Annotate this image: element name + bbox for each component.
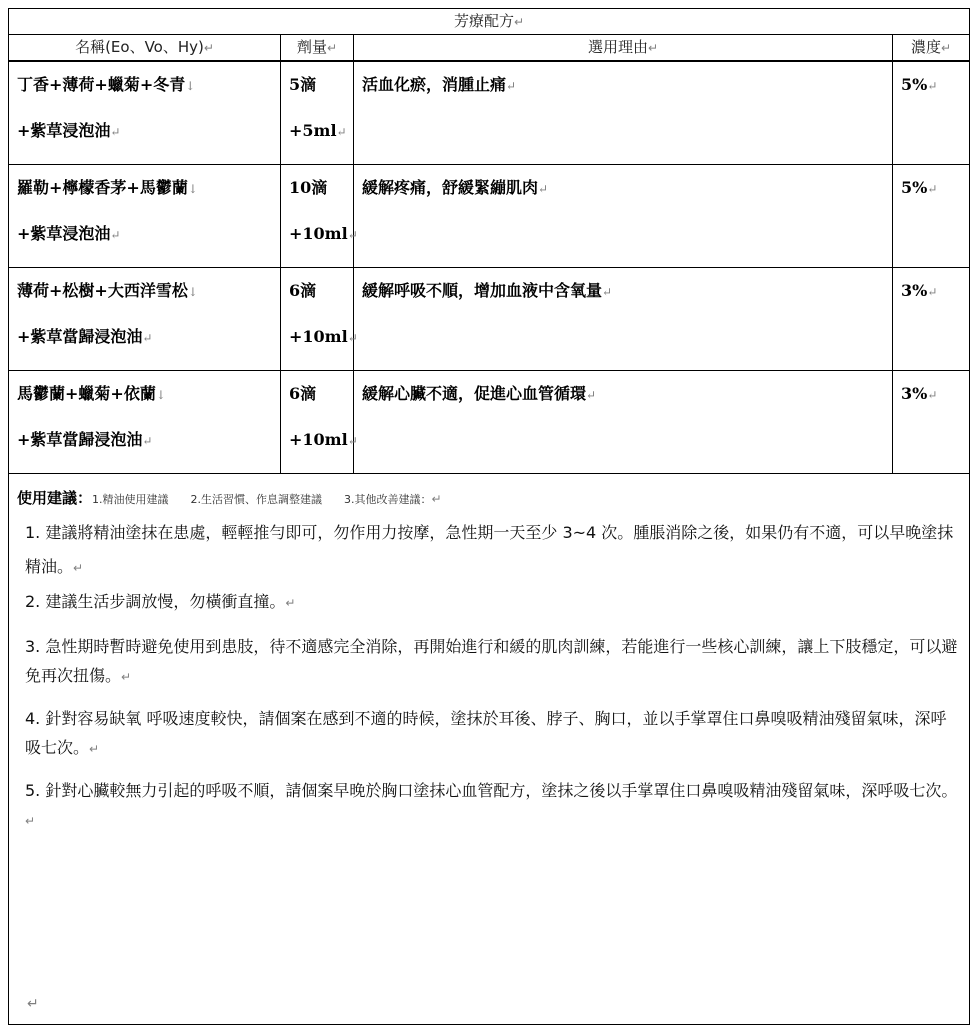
advice-label: 使用建議： <box>17 489 93 507</box>
line-break-icon: ↓ <box>185 79 196 93</box>
advice-paragraph <box>9 632 969 692</box>
advice-paragraph-text: 2. 建議生活步調放慢，勿橫衝直撞。 <box>25 592 286 611</box>
header-reason-text: 選用理由 <box>587 38 648 56</box>
table-row <box>9 371 970 474</box>
return-mark-icon: ↵ <box>506 79 517 93</box>
advice-paragraph <box>9 704 969 764</box>
line-break-icon: ↓ <box>187 285 198 299</box>
reason-text: 緩解心臟不適，促進心血管循環 <box>362 384 587 403</box>
dose-cell <box>281 371 358 474</box>
return-mark-icon: ↵ <box>142 434 153 448</box>
dose-cell <box>281 268 358 371</box>
return-mark-icon: ↵ <box>586 388 597 402</box>
concentration-text: 3% <box>901 281 928 300</box>
advice-paragraph-text: 4. 針對容易缺氧 呼吸速度較快，請個案在感到不適的時候，塗抹於耳後、脖子、胸口，並以手掌罩住口鼻嗅吸精油殘留氣味，深呼吸七次。 <box>25 709 947 757</box>
recipe-name-line1: 丁香+薄荷+蠟菊+冬青 <box>17 75 186 94</box>
recipe-name-line2: +紫草當歸浸泡油 <box>17 327 143 346</box>
dose-line2: +5ml <box>289 121 337 140</box>
concentration-cell <box>893 268 970 371</box>
advice-paragraph <box>9 516 969 585</box>
reason-cell <box>354 371 893 474</box>
table-title <box>9 9 970 35</box>
return-mark-icon: ↵ <box>602 285 613 299</box>
aromatherapy-table <box>8 8 970 1025</box>
return-mark-icon: ↵ <box>347 331 358 345</box>
return-mark-icon: ↵ <box>927 388 938 402</box>
return-mark-icon: ↵ <box>927 79 938 93</box>
advice-header <box>9 474 969 510</box>
line-break-icon: ↓ <box>155 388 166 402</box>
dose-line2: +10ml <box>289 327 348 346</box>
return-mark-icon: ↵ <box>927 182 938 196</box>
return-mark-icon: ↵ <box>940 41 952 55</box>
recipe-name-cell <box>9 61 281 165</box>
recipe-name-cell <box>9 165 281 268</box>
recipe-name-line1: 薄荷+松樹+大西洋雪松 <box>17 281 188 300</box>
header-dose-text: 劑量 <box>296 38 327 56</box>
return-mark-icon: ↵ <box>538 182 549 196</box>
recipe-name-cell <box>9 268 281 371</box>
concentration-cell <box>893 371 970 474</box>
return-mark-icon: ↵ <box>121 670 132 684</box>
return-mark-icon: ↵ <box>73 561 84 575</box>
return-mark-icon: ↵ <box>336 125 347 139</box>
recipe-name-cell <box>9 371 281 474</box>
table-row <box>9 165 970 268</box>
reason-cell <box>354 165 893 268</box>
header-name-text: 名稱(Eo、Vo、Hy) <box>75 38 204 56</box>
return-mark-icon: ↵ <box>927 285 938 299</box>
table-title-text: 芳療配方 <box>453 12 514 30</box>
advice-paragraph-text: 3. 急性期時暫時避免使用到患肢，待不適感完全消除，再開始進行和緩的肌肉訓練，若能進行一些核心訓練，讓上下肢穩定，可以避免再次扭傷。 <box>25 637 958 685</box>
advice-paragraph-text: 5. 針對心臟較無力引起的呼吸不順，請個案早晚於胸口塗抹心血管配方，塗抹之後以手掌罩住口鼻嗅吸精油殘留氣味，深呼吸七次。 <box>25 781 958 800</box>
dose-line1: 6滴 <box>289 384 317 403</box>
reason-text: 緩解呼吸不順，增加血液中含氧量 <box>362 281 603 300</box>
table-row <box>9 61 970 165</box>
return-mark-icon: ↵ <box>347 434 358 448</box>
concentration-text: 3% <box>901 384 928 403</box>
recipe-name-line2: +紫草當歸浸泡油 <box>17 430 143 449</box>
reason-text: 活血化瘀，消腫止痛 <box>362 75 507 94</box>
return-mark-icon: ↵ <box>142 331 153 345</box>
return-mark-icon: ↵ <box>89 742 100 756</box>
return-mark-icon: ↵ <box>285 596 296 610</box>
header-concentration <box>893 35 970 62</box>
recipe-name-line2: +紫草浸泡油 <box>17 121 111 140</box>
concentration-cell <box>893 165 970 268</box>
return-mark-icon: ↵ <box>110 125 121 139</box>
reason-cell <box>354 61 893 165</box>
dose-cell <box>281 165 358 268</box>
recipe-name-line2: +紫草浸泡油 <box>17 224 111 243</box>
concentration-text: 5% <box>901 178 928 197</box>
return-mark-icon: ↵ <box>203 41 214 55</box>
dose-line1: 6滴 <box>289 281 317 300</box>
return-mark-icon: ↵ <box>326 41 338 55</box>
dose-line1: 10滴 <box>289 178 328 197</box>
line-break-icon: ↓ <box>187 182 198 196</box>
return-mark-icon: ↵ <box>27 996 39 1012</box>
header-dose <box>281 35 354 62</box>
return-mark-icon: ↵ <box>513 15 525 29</box>
return-mark-icon: ↵ <box>647 41 659 55</box>
advice-subtitle: 1.精油使用建議 2.生活習慣、作息調整建議 3.其他改善建議： <box>92 493 432 506</box>
advice-section <box>9 474 970 1025</box>
recipe-name-line1: 馬鬱蘭+蠟菊+依蘭 <box>17 384 156 403</box>
return-mark-icon: ↵ <box>25 814 36 828</box>
return-mark-icon: ↵ <box>110 228 121 242</box>
return-mark-icon: ↵ <box>431 492 442 506</box>
return-mark-icon: ↵ <box>347 228 358 242</box>
dose-line2: +10ml <box>289 430 348 449</box>
advice-paragraph-text: 1. 建議將精油塗抹在患處，輕輕推勻即可，勿作用力按摩，急性期一天至少 3~4 次。腫脹消除之後，如果仍有不適，可以早晚塗抹精油。 <box>25 523 954 576</box>
header-concentration-text: 濃度 <box>910 38 941 56</box>
recipe-name-line1: 羅勒+檸檬香茅+馬鬱蘭 <box>17 178 188 197</box>
concentration-cell <box>893 61 970 165</box>
reason-text: 緩解疼痛，舒緩緊繃肌肉 <box>362 178 539 197</box>
concentration-text: 5% <box>901 75 928 94</box>
advice-paragraph <box>9 776 969 836</box>
dose-line2: +10ml <box>289 224 348 243</box>
header-name <box>9 35 281 62</box>
header-reason <box>354 35 893 62</box>
dose-line1: 5滴 <box>289 75 317 94</box>
dose-cell <box>281 61 354 165</box>
reason-cell <box>354 268 893 371</box>
advice-paragraph <box>9 585 969 620</box>
table-row <box>9 268 970 371</box>
